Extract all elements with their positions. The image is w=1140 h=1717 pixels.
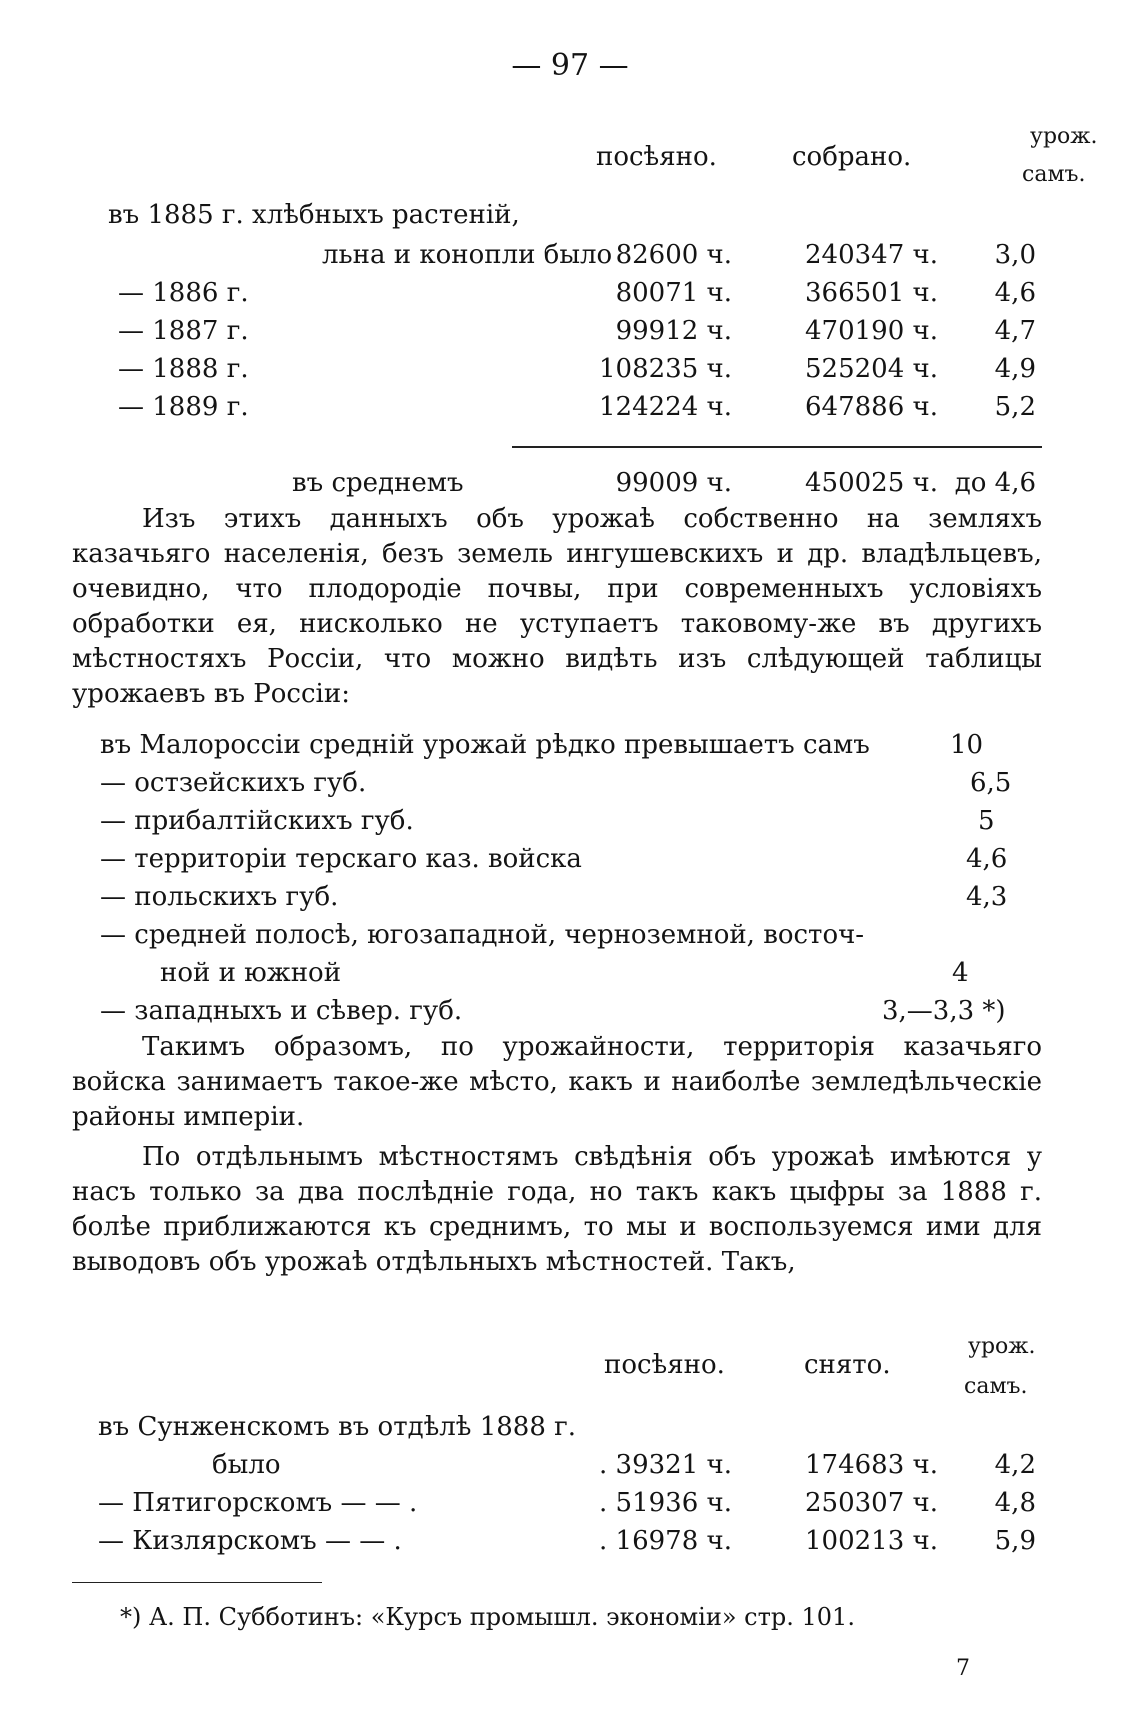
table2-row-taken: 100213 ч.: [805, 1526, 938, 1556]
paragraph-1: Изъ этихъ данныхъ объ урожаѣ собственно на земляхъ казачьяго населенія, безъ земель ингушевскихъ и др. владѣльцевъ, очевидно, что плодородіе почвы, при современныхъ условіяхъ обработки ея, нисколько не уступаетъ таковому-же въ другихъ мѣстностяхъ Россіи, что можно видѣть изъ слѣдующей таблицы урожаевъ въ Россіи:: [72, 504, 1042, 709]
table1-row-sown: 99912 ч.: [615, 316, 732, 346]
table1-row-yield: 4,7: [994, 316, 1036, 346]
col-label-self: самъ.: [964, 1374, 1028, 1399]
sum-rule: [512, 446, 1042, 448]
table2-row-yield: 4,8: [994, 1488, 1036, 1518]
region-label: — средней полосѣ, югозападной, черноземной, восточ-: [100, 920, 865, 950]
table2-row-yield: 5,9: [994, 1526, 1036, 1556]
col-label-yield: урож.: [1030, 124, 1098, 149]
footnote-rule: [72, 1582, 322, 1583]
average-label: въ среднемъ: [292, 468, 464, 498]
signature-mark: 7: [956, 1656, 970, 1681]
region-value: 3,—3,3 *): [882, 996, 1006, 1026]
table2-row-label: — Кизлярскомъ — — .: [98, 1526, 402, 1556]
region-value: 4,3: [966, 882, 1008, 912]
table1-row-label: — 1886 г.: [118, 278, 249, 308]
table1-intro: въ 1885 г. хлѣбныхъ растеній,: [108, 200, 520, 230]
paragraph-3: По отдѣльнымъ мѣстностямъ свѣдѣнія объ урожаѣ имѣются у насъ только за два послѣдніе года, но такъ какъ цыфры за 1888 г. болѣе приближаются къ среднимъ, то мы и воспользуемся ими для выводовъ объ урожаѣ отдѣльныхъ мѣстностей. Такъ,: [72, 1142, 1042, 1277]
region-label: — территоріи терскаго каз. войска: [100, 844, 582, 874]
footnote: *) А. П. Субботинъ: «Курсъ промышл. экономіи» стр. 101.: [120, 1603, 855, 1631]
region-value: 4: [952, 958, 969, 988]
table1-row-label: — 1887 г.: [118, 316, 249, 346]
table1-row-gathered: 240347 ч.: [805, 240, 938, 270]
region-value: 5: [978, 806, 995, 836]
table2-row-sown: . 16978 ч.: [599, 1526, 732, 1556]
col-label-sown: посѣяно.: [596, 142, 717, 172]
table2-intro: въ Сунженскомъ въ отдѣлѣ 1888 г.: [98, 1412, 577, 1442]
average-sown: 99009 ч.: [615, 468, 732, 498]
table1-intro2: льна и конопли было: [322, 240, 613, 270]
table2-row-label: было: [212, 1450, 281, 1480]
region-value: 4,6: [966, 844, 1008, 874]
table1-row-gathered: 470190 ч.: [805, 316, 938, 346]
region-label: ной и южной: [160, 958, 342, 988]
table1-row-gathered: 647886 ч.: [805, 392, 938, 422]
region-label: — прибалтійскихъ губ.: [100, 806, 414, 836]
page-number: — 97 —: [511, 48, 629, 83]
average-gathered: 450025 ч.: [805, 468, 938, 498]
table1-row-sown: 124224 ч.: [599, 392, 732, 422]
table1-row-sown: 108235 ч.: [599, 354, 732, 384]
table1-row-yield: 4,9: [994, 354, 1036, 384]
table2-row-taken: 250307 ч.: [805, 1488, 938, 1518]
table1-row-sown: 80071 ч.: [615, 278, 732, 308]
table2-row-label: — Пятигорскомъ — — .: [98, 1488, 418, 1518]
table1-row-yield: 4,6: [994, 278, 1036, 308]
region-value: 6,5: [970, 768, 1012, 798]
paragraph-2: Такимъ образомъ, по урожайности, территорія казачьяго войска занимаетъ такое-же мѣсто, какъ и наиболѣе земледѣльческіе районы имперіи.: [72, 1032, 1042, 1132]
col-label-yield: урож.: [968, 1334, 1036, 1359]
table1-row-yield: 5,2: [994, 392, 1036, 422]
table2-row-sown: . 39321 ч.: [599, 1450, 732, 1480]
region-value: 10: [950, 730, 984, 760]
table1-row-label: — 1888 г.: [118, 354, 249, 384]
table2-row-taken: 174683 ч.: [805, 1450, 938, 1480]
average-yield: до 4,6: [954, 468, 1036, 498]
table1-row-sown: 82600 ч.: [615, 240, 732, 270]
table1-row-gathered: 525204 ч.: [805, 354, 938, 384]
col-label-self: самъ.: [1022, 162, 1086, 187]
table1-row-yield: 3,0: [994, 240, 1036, 270]
region-label: — польскихъ губ.: [100, 882, 339, 912]
col-label-gathered: собрано.: [792, 142, 912, 172]
table1-row-label: — 1889 г.: [118, 392, 249, 422]
region-label: — остзейскихъ губ.: [100, 768, 367, 798]
table2-row-sown: . 51936 ч.: [599, 1488, 732, 1518]
col-label-taken: снято.: [804, 1350, 891, 1380]
region-label: въ Малороссіи средній урожай рѣдко превышаетъ самъ: [100, 730, 870, 760]
table1-row-gathered: 366501 ч.: [805, 278, 938, 308]
col-label-sown: посѣяно.: [604, 1350, 725, 1380]
region-label: — западныхъ и сѣвер. губ.: [100, 996, 463, 1026]
table2-row-yield: 4,2: [994, 1450, 1036, 1480]
